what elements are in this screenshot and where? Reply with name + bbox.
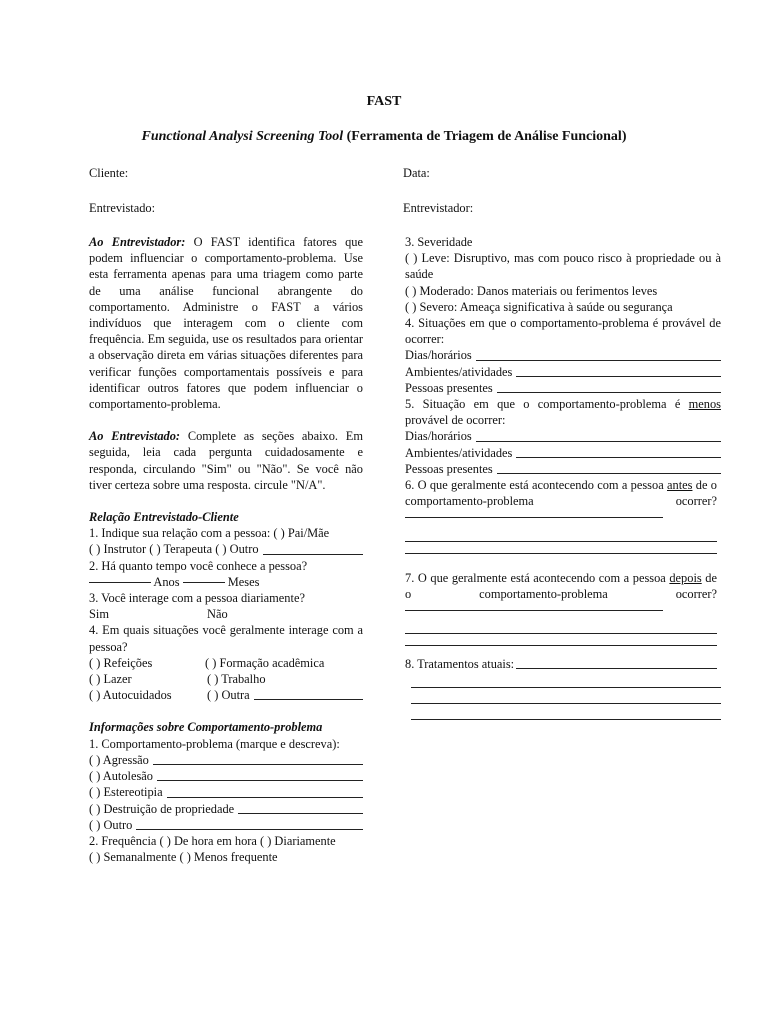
entrevistador-label: Entrevistador: (403, 201, 474, 215)
autolesao-row (89, 768, 363, 784)
meses-blank[interactable] (183, 582, 225, 583)
s4-pessoas-label: Pessoas presentes (405, 380, 493, 395)
s4-dias-row (405, 347, 721, 363)
s5-pessoas-blank[interactable] (497, 473, 721, 474)
q6-question (405, 477, 717, 526)
moderado-option[interactable]: ( ) Moderado: Danos materiais ou ferimentos leves (405, 283, 658, 298)
freq-line1: 2. Frequência ( ) De hora em hora ( ) Diariamente (89, 833, 336, 848)
q7-blank[interactable] (405, 610, 663, 611)
s5-pessoas-label: Pessoas presentes (405, 461, 493, 476)
document-title: FAST (366, 94, 402, 109)
q8-label: 8. Tratamentos atuais: (405, 657, 515, 672)
q6-blank[interactable] (405, 517, 663, 518)
ao-entrevistado-label: Ao Entrevistado: (89, 429, 181, 444)
autolesao-option[interactable]: ( ) Autolesão (89, 769, 154, 784)
meses-label: Meses (224, 574, 260, 589)
subtitle-italic: Functional Analysi Screening Tool (141, 129, 344, 144)
s5-dias-blank[interactable] (476, 441, 721, 442)
trabalho-option[interactable]: ( ) Trabalho (207, 672, 266, 687)
q8-line-1[interactable] (411, 672, 721, 688)
relacao-section-title: Relação Entrevistado-Cliente (89, 510, 239, 525)
freq-line2: ( ) Semanalmente ( ) Menos frequente (89, 850, 278, 865)
q8-line-2[interactable] (411, 688, 721, 704)
info-section-title: Informações sobre Comportamento-problema (89, 720, 323, 735)
s5-post: provável de ocorrer: (405, 413, 506, 428)
s5-pessoas-row (405, 461, 721, 477)
s4-question: 4. Situações em que o comportamento-problema é provável de ocorrer: (405, 316, 721, 347)
document-subtitle (0, 129, 768, 145)
nao-option[interactable]: Não (207, 607, 228, 622)
anos-label: Anos (151, 574, 183, 589)
severidade-title: 3. Severidade (405, 235, 473, 249)
s5-question (405, 396, 721, 428)
subtitle-rest: (Ferramenta de Triagem de Análise Funcional) (343, 129, 627, 144)
s5-pre: 5. Situação em que o comportamento-problema é (405, 397, 689, 412)
q8-row (405, 656, 717, 672)
q7-post: de o comportamento-problema ocorrer? (405, 570, 717, 601)
q7-pre: 7. O que geralmente está acontecendo com a pessoa (405, 570, 670, 585)
q4-row2 (89, 671, 363, 687)
q4-row3 (89, 687, 363, 703)
q7-underlined: depois (669, 570, 702, 585)
q3-answer (89, 606, 363, 622)
q7-question (405, 570, 717, 619)
s4-pessoas-blank[interactable] (497, 392, 721, 393)
destruicao-blank[interactable] (238, 813, 363, 814)
s5-dias-label: Dias/horários (405, 429, 472, 444)
interviewer-instructions (89, 234, 363, 412)
s5-ambientes-label: Ambientes/atividades (405, 445, 513, 460)
s4-ambientes-label: Ambientes/atividades (405, 364, 513, 379)
q4-question: 4. Em quais situações você geralmente interage com a pessoa? (89, 623, 363, 654)
ao-entrevistado-text: Complete as seções abaixo. Em seguida, leia cada pergunta cuidadosamente e responda, circulando "Sim" ou "Não". Se você não tiver certeza sobre uma resposta. circule "N/A". (89, 429, 363, 492)
s5-ambientes-row (405, 445, 721, 461)
s5-underlined: menos (688, 397, 721, 412)
q6-line-2[interactable] (405, 542, 717, 554)
outro-blank[interactable] (136, 829, 363, 830)
formacao-option[interactable]: ( ) Formação acadêmica (205, 655, 325, 670)
lazer-option[interactable]: ( ) Lazer (89, 672, 132, 687)
s4-pessoas-row (405, 380, 721, 396)
destruicao-option[interactable]: ( ) Destruição de propriedade (89, 801, 235, 816)
interviewee-instructions (89, 428, 363, 493)
q6-underlined: antes (667, 478, 693, 493)
q4-row1 (89, 655, 363, 671)
cliente-label: Cliente: (89, 166, 129, 180)
s4-dias-label: Dias/horários (405, 348, 472, 363)
refeicoes-option[interactable]: ( ) Refeições (89, 655, 153, 670)
q6-post: de o comportamento-problema ocorrer? (405, 478, 717, 509)
estereotipia-row (89, 784, 363, 800)
q2-question: 2. Há quanto tempo você conhece a pessoa? (89, 558, 308, 573)
q6-line-1[interactable] (405, 526, 717, 542)
outro-row (89, 817, 363, 833)
q1-options: ( ) Instrutor ( ) Terapeuta ( ) Outro (89, 542, 259, 557)
outra-option[interactable]: ( ) Outra (207, 688, 250, 703)
left-column (89, 234, 363, 865)
agressao-option[interactable]: ( ) Agressão (89, 752, 149, 767)
autolesao-blank[interactable] (157, 780, 363, 781)
severo-option[interactable]: ( ) Severo: Ameaça significativa à saúde ou segurança (405, 299, 673, 314)
s4-dias-blank[interactable] (476, 360, 721, 361)
q3-question: 3. Você interage com a pessoa diariamente? (89, 591, 305, 606)
agressao-row (89, 752, 363, 768)
data-label: Data: (403, 166, 430, 180)
s5-ambientes-blank[interactable] (516, 457, 721, 458)
q1-line1: 1. Indique sua relação com a pessoa: ( ) Pai/Mãe (89, 526, 330, 541)
estereotipia-option[interactable]: ( ) Estereotipia (89, 785, 163, 800)
q7-line-2[interactable] (405, 634, 717, 646)
q8-blank[interactable] (516, 668, 717, 669)
destruicao-row (89, 801, 363, 817)
estereotipia-blank[interactable] (167, 797, 363, 798)
cp1-text: 1. Comportamento-problema (marque e descreva): (89, 736, 340, 751)
s4-ambientes-blank[interactable] (516, 376, 721, 377)
q2-answer (89, 574, 363, 590)
outro-relacao-blank[interactable] (263, 554, 363, 555)
entrevistado-label: Entrevistado: (89, 201, 156, 215)
ao-entrevistador-text: O FAST identifica fatores que podem influenciar o comportamento-problema. Use esta ferramenta apenas para uma triagem como parte de uma análise funcional abrangente do comportamento. Administre o FAST a vários indivíduos que interagem com o cliente com frequência. Em seguida, use os resultados para orientar a observação direta em várias situações diferentes para verificar funções comportamentais possíveis e para identificar outros fatores que podem influenciar o comportamento-problema. (89, 235, 364, 412)
s5-dias-row (405, 428, 721, 444)
right-column (405, 234, 721, 720)
autocuidados-option[interactable]: ( ) Autocuidados (89, 688, 172, 703)
cp1-question (89, 736, 363, 752)
leve-option[interactable]: ( ) Leve: Disruptivo, mas com pouco risco à propriedade ou à saúde (405, 251, 721, 282)
q7-line-1[interactable] (405, 618, 717, 634)
outro-option[interactable]: ( ) Outro (89, 817, 133, 832)
q6-pre: 6. O que geralmente está acontecendo com a pessoa (405, 478, 667, 493)
outra-blank[interactable] (254, 699, 363, 700)
q1-line2 (89, 541, 363, 557)
anos-blank[interactable] (89, 582, 151, 583)
agressao-blank[interactable] (153, 764, 363, 765)
ao-entrevistador-label: Ao Entrevistador: (89, 235, 186, 249)
sim-option[interactable]: Sim (89, 607, 109, 622)
s4-ambientes-row (405, 364, 721, 380)
q8-line-3[interactable] (411, 704, 721, 720)
